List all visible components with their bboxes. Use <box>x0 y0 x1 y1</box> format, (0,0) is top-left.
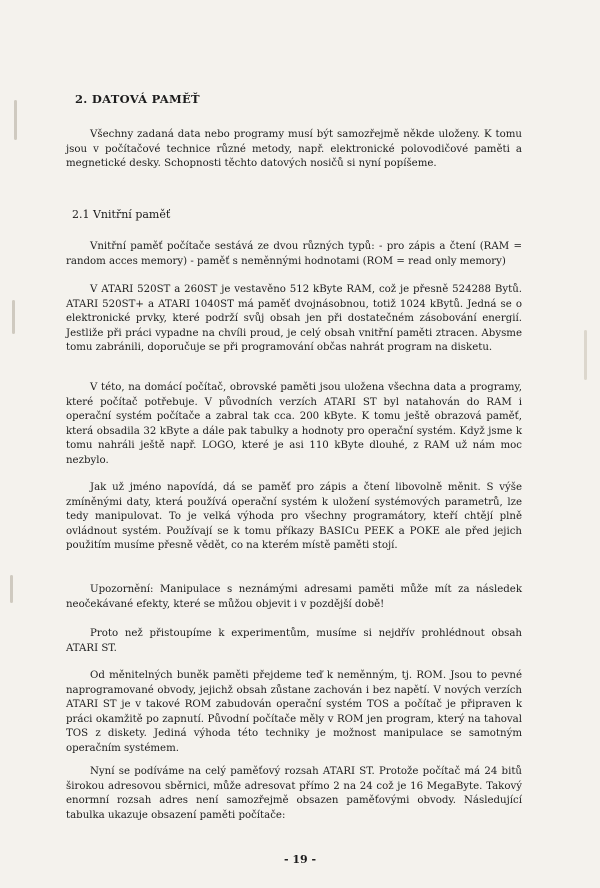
subsection-heading: 2.1 Vnitřní paměť <box>72 208 171 221</box>
scan-artifact <box>14 100 17 140</box>
scan-artifact <box>10 575 13 603</box>
paragraph: V této, na domácí počítač, obrovské paměti jsou uložena všechna data a programy, které počítač potřebuje. V původních verzích ATARI ST byl natahován do RAM i operační systém počítače a zabral tak cca. 200 kByte. K tomu ještě obrazová paměť, která obsadila 32 kByte a dále pak tabulky a hodnoty pro operační systém. Když jsme k tomu nahráli ještě např. LOGO, které je asi 110 kByte dlouhé, z RAM už nám moc nezbylo. <box>66 382 522 466</box>
scan-artifact <box>12 300 15 334</box>
paragraph: Proto než přistoupíme k experimentům, musíme si nejdřív prohlédnout obsah ATARI ST. <box>66 628 522 654</box>
warning-paragraph: Upozornění: Manipulace s neznámými adresami paměti může mít za následek neočekávané efekty, které se můžou objevit i v pozdější době! <box>66 584 522 610</box>
paragraph: Od měnitelných buněk paměti přejdeme teď k neměnným, tj. ROM. Jsou to pevné naprogramované obvody, jejichž obsah zůstane zachován i bez napětí. V nových verzích ATARI ST je v takové ROM zabudován operační systém TOS a počítač je připraven k práci okamžitě po zapnutí. Původní počítače měly v ROM jen program, který na tahoval TOS z diskety. Jediná výhoda této techniky je možnost manipulace se samotným operačním systémem. <box>66 670 522 754</box>
page-number: - 19 - <box>283 853 317 866</box>
section-heading: 2. DATOVÁ PAMĚŤ <box>75 92 200 106</box>
paragraph: Vnitřní paměť počítače sestává ze dvou různých typů: - pro zápis a čtení (RAM = random acces memory) - paměť s neměnnými hodnotami (ROM = read only memory) <box>66 241 522 267</box>
scan-artifact <box>584 330 587 380</box>
paragraph: V ATARI 520ST a 260ST je vestavěno 512 kByte RAM, což je přesně 524288 Bytů. ATARI 520ST+ a ATARI 1040ST má paměť dvojnásobnou, totiž 1024 kBytů. Jedná se o elektronické prvky, které podrží svůj obsah jen při dostatečném zásobování energií. Jestliže při práci vypadne na chvíli proud, je celý obsah vnitřní paměti ztracen. Abysme tomu zabránili, doporučuje se při programování občas nahrát program na disketu. <box>66 284 522 354</box>
intro-paragraph: Všechny zadaná data nebo programy musí být samozřejmě někde uloženy. K tomu jsou v počítačové technice různé metody, např. elektronické polovodičové paměti a megnetické desky. Schopnosti těchto datových nosičů si nyní popíšeme. <box>66 129 522 170</box>
paragraph: Nyní se podíváme na celý paměťový rozsah ATARI ST. Protože počítač má 24 bitů širokou adresovou sběrnici, může adresovat přímo 2 na 24 což je 16 MegaByte. Takový enormní rozsah adres není samozřejmě obsazen paměťovými obvody. Následující tabulka ukazuje obsazení paměti počítače: <box>66 766 522 821</box>
paragraph: Jak už jméno napovídá, dá se paměť pro zápis a čtení libovolně měnit. S výše zmíněnými daty, která používá operační systém k uložení systémových parametrů, lze tedy manipulovat. To je velká výhoda pro všechny programátory, kteří chtějí plně ovládnout systém. Používají se k tomu příkazy BASICu PEEK a POKE ale před jejich použitím musíme přesně vědět, co na kterém místě paměti stojí. <box>66 482 522 552</box>
